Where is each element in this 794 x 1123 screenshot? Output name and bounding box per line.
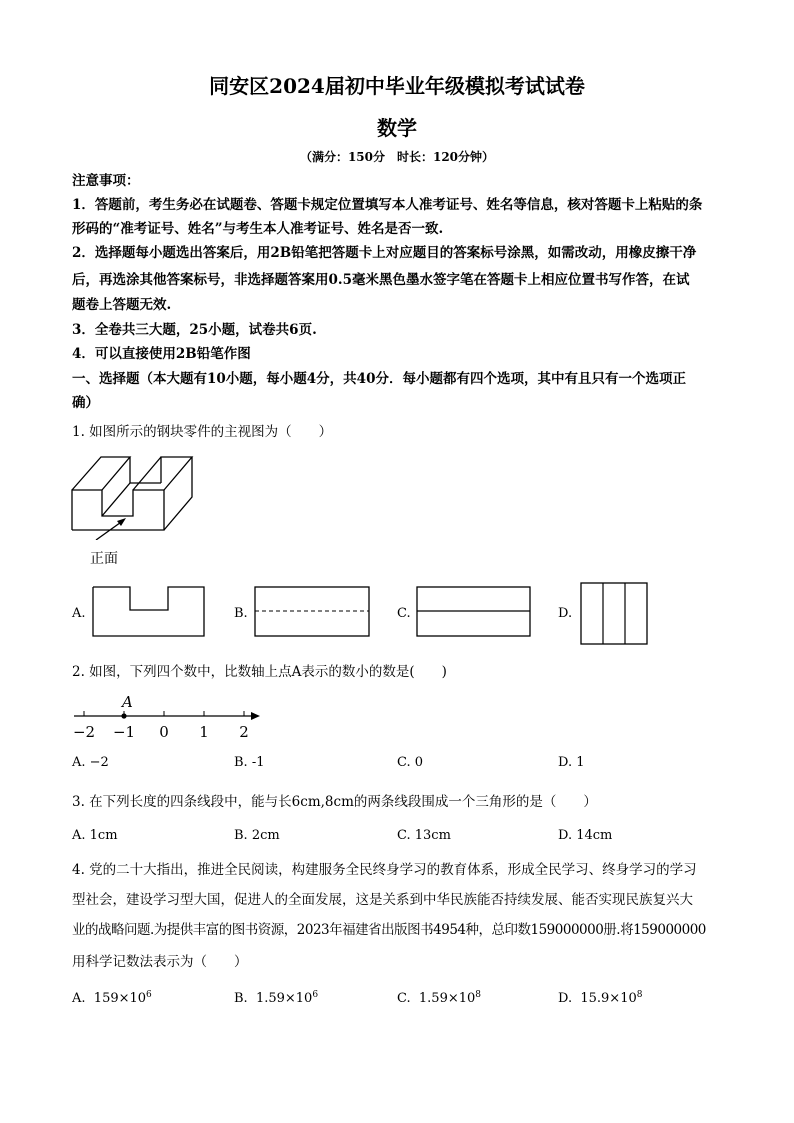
q4-option-a: A. $159\times 10^6$	[72, 990, 152, 1006]
q3-option-a: A. 1cm	[72, 828, 118, 843]
notes-line: 后，再选涂其他答案标号，非选择题答案用0.5毫米黑色墨水签字笔在答题卡上相应位置书写作答，在试	[72, 272, 690, 288]
notes-line: 4．可以直接使用2B铅笔作图	[72, 346, 251, 362]
notes-line: 2．选择题每小题选出答案后，用2B铅笔把答题卡上对应题目的答案标号涂黑，如需改动，用橡皮擦干净	[72, 245, 697, 261]
q4-option-b: B. $1.59\times 10^6$	[234, 990, 319, 1006]
notes-line: 形码的“准考证号、姓名”与考生本人准考证号、姓名是否一致.	[72, 221, 444, 237]
q4-stem-line: 业的战略问题.为提供丰富的图书资源，2023年福建省出版图书4954种，总印数159000000册.将159000000	[72, 922, 706, 938]
score-info: （满分：150分 时长：120分钟）	[299, 150, 495, 164]
subject-title: 数学	[377, 116, 417, 140]
q1-steel-block-figure	[68, 450, 218, 540]
q2-option-a: A. −2	[72, 755, 109, 770]
q1-option-c-label: C.	[397, 606, 411, 621]
q4-stem-line: 用科学记数法表示为（ ）	[72, 954, 248, 970]
tick-label: 2	[239, 723, 249, 741]
q1-option-c-figure	[416, 586, 532, 638]
q2-number-line	[70, 692, 270, 744]
q3-stem: 3. 在下列长度的四条线段中，能与长6cm,8cm的两条线段围成一个三角形的是（ ）	[72, 794, 597, 810]
q1-option-a-label: A.	[72, 606, 86, 621]
tick-label: −1	[112, 723, 136, 741]
q1-option-a-figure	[92, 586, 206, 638]
q2-option-c: C. 0	[397, 755, 424, 770]
q4-stem-line: 型社会，建设学习型大国，促进人的全面发展，这是关系到中华民族能否持续发展、能否实现民族复兴大	[72, 892, 693, 908]
point-a-dot	[121, 713, 126, 718]
q3-option-b: B. 2cm	[234, 828, 280, 843]
q4-stem-line: 4. 党的二十大指出，推进全民阅读，构建服务全民终身学习的教育体系，形成全民学习、终身学习的学习	[72, 862, 697, 878]
notes-line: 1．答题前，考生务必在试题卷、答题卡规定位置填写本人准考证号、姓名等信息，核对答题卡上粘贴的条	[72, 197, 703, 213]
point-a-label: A	[122, 693, 133, 711]
q3-option-c: C. 13cm	[397, 828, 451, 843]
q2-option-b: B. -1	[234, 755, 265, 770]
q1-front-label: 正面	[90, 551, 118, 567]
number-line-arrow	[251, 712, 260, 720]
notes-heading: 注意事项：	[72, 173, 140, 189]
section-heading-cont: 确）	[72, 395, 99, 411]
tick-label: 0	[159, 723, 169, 741]
q1-option-b-label: B.	[234, 606, 248, 621]
section-heading: 一、选择题（本大题有10小题，每小题4分，共40分．每小题都有四个选项，其中有且只有一个选项正	[72, 371, 686, 387]
q1-stem: 1. 如图所示的钢块零件的主视图为（ ）	[72, 424, 333, 440]
tick-label: 1	[199, 723, 209, 741]
q2-stem: 2. 如图，下列四个数中，比数轴上点A表示的数小的数是( )	[72, 664, 447, 680]
q3-option-d: D. 14cm	[558, 828, 613, 843]
q1-option-b-figure	[254, 586, 371, 638]
q1-option-d-label: D.	[558, 606, 573, 621]
notes-line: 3．全卷共三大题，25小题，试卷共6页.	[72, 322, 317, 338]
q4-option-d: D. $15.9\times 10^8$	[558, 990, 643, 1006]
q1-option-d-figure	[580, 582, 650, 646]
q4-option-c: C. $1.59\times 10^8$	[397, 990, 482, 1006]
page-title: 同安区2024届初中毕业年级模拟考试试卷	[209, 74, 585, 98]
tick-label: −2	[72, 723, 96, 741]
notes-line: 题卷上答题无效.	[72, 297, 172, 313]
q2-option-d: D. 1	[558, 755, 585, 770]
